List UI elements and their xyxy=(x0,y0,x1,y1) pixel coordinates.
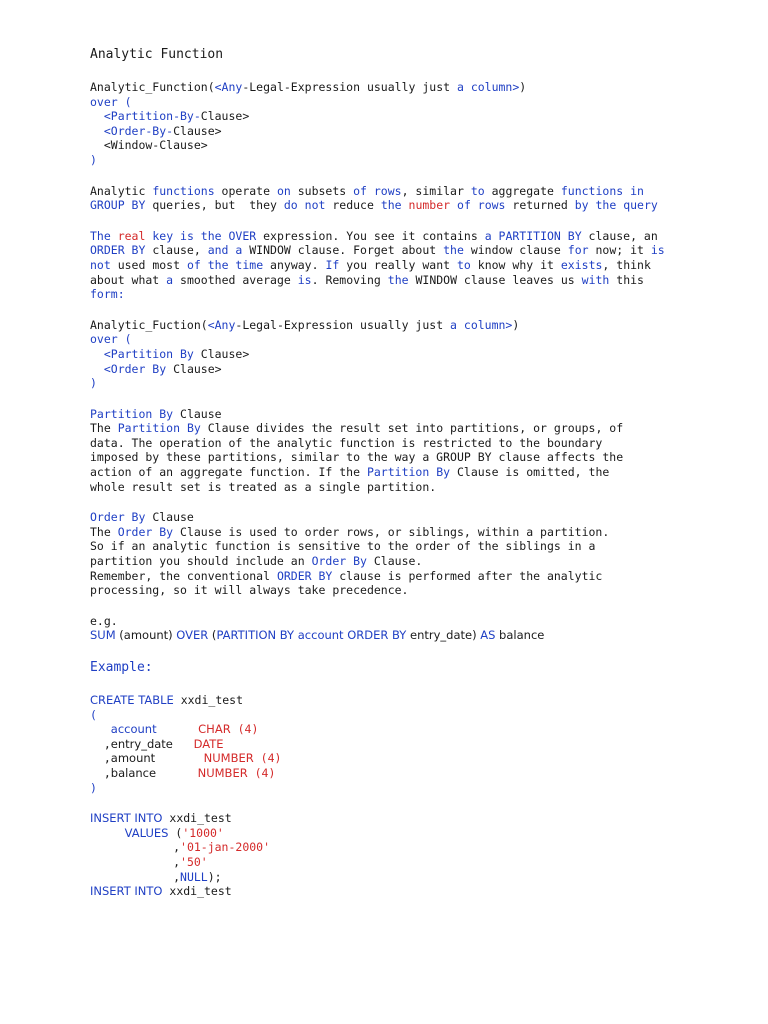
text-segment: Analytic_Function( xyxy=(90,80,215,94)
text-segment: <Window-Clause> xyxy=(90,138,208,153)
blank-line xyxy=(90,643,680,659)
text-segment: data. The operation of the analytic function is restricted to the boundary xyxy=(90,435,603,450)
text-segment: . Removing xyxy=(311,272,388,287)
text-line xyxy=(90,781,680,796)
text-segment: and a xyxy=(207,243,243,258)
text-segment: amount xyxy=(110,751,156,766)
text-segment: Clause xyxy=(173,406,222,421)
text-line xyxy=(90,332,680,347)
text-segment: NULL xyxy=(180,869,208,884)
text-line xyxy=(90,198,680,213)
text-line xyxy=(90,855,680,870)
text-segment: ORDER BY xyxy=(90,243,146,258)
text-segment: xxdi_test xyxy=(162,884,232,899)
text-segment: <Any xyxy=(214,80,243,94)
text-line xyxy=(90,614,680,629)
text-segment: Clause. xyxy=(366,554,423,569)
text-segment: INSERT INTO xyxy=(90,811,163,826)
text-line xyxy=(90,287,680,302)
text-segment: ( xyxy=(208,628,217,643)
blank-line xyxy=(90,168,680,184)
blank-line xyxy=(90,213,680,229)
text-segment: NUMBER xyxy=(203,751,254,766)
text-segment: VALUES xyxy=(124,825,169,840)
text-segment: is xyxy=(650,243,665,258)
text-segment: Remember, the conventional xyxy=(90,568,277,583)
text-segment: Order By xyxy=(90,510,146,525)
text-segment: returned xyxy=(505,198,575,213)
text-segment: queries, but they xyxy=(145,198,284,213)
text-segment: do not xyxy=(283,198,326,213)
text-line xyxy=(90,884,680,899)
text-segment: Analytic Function xyxy=(90,47,224,62)
text-segment xyxy=(402,198,409,212)
text-segment: ) xyxy=(519,80,527,94)
text-segment: ( xyxy=(90,707,97,722)
blank-line xyxy=(90,64,680,80)
text-segment: Partition By xyxy=(366,465,451,480)
text-segment: functions xyxy=(152,183,215,198)
text-segment: number xyxy=(408,198,451,213)
text-segment: with xyxy=(581,272,610,287)
text-line xyxy=(90,525,680,540)
text-segment xyxy=(90,722,111,736)
text-segment: , similar xyxy=(401,183,471,198)
text-line xyxy=(90,840,680,855)
text-segment: WINDOW clause. Forget about xyxy=(242,243,444,258)
blank-line xyxy=(90,391,680,407)
text-segment: Partition By xyxy=(117,421,201,436)
text-segment: by the query xyxy=(574,198,658,213)
text-segment: (4) xyxy=(253,751,282,766)
text-line xyxy=(90,766,680,781)
text-segment: know why it xyxy=(470,257,561,272)
blank-line xyxy=(90,795,680,811)
text-segment: <Any xyxy=(207,317,236,332)
text-segment: NUMBER xyxy=(197,765,248,780)
text-segment: SUM xyxy=(90,628,116,643)
text-segment: key is the OVER xyxy=(152,228,257,243)
text-line xyxy=(90,480,680,495)
text-line xyxy=(90,450,680,465)
text-line xyxy=(90,362,680,377)
text-segment: partition you should include an xyxy=(90,554,312,569)
text-segment: '50' xyxy=(180,854,208,869)
text-segment: exists xyxy=(560,257,603,272)
text-segment: aggregate xyxy=(484,183,561,198)
text-segment: (4) xyxy=(230,722,259,737)
text-segment: clause is performed after the analytic xyxy=(332,568,603,583)
text-segment: ) xyxy=(90,780,97,795)
text-segment: window clause xyxy=(463,243,568,258)
text-segment: over ( xyxy=(90,332,132,347)
text-segment: (amount) xyxy=(115,628,177,643)
text-segment: of rows xyxy=(353,183,402,198)
text-line xyxy=(90,421,680,436)
text-segment: the xyxy=(387,272,409,287)
text-segment: form: xyxy=(90,287,125,302)
text-line xyxy=(90,153,680,168)
text-segment: -Legal-Expression usually just xyxy=(242,80,457,94)
text-line xyxy=(90,273,680,288)
text-segment: CHAR xyxy=(198,722,231,737)
text-segment: (4) xyxy=(247,765,276,780)
text-segment: AS xyxy=(480,628,496,643)
text-segment: DATE xyxy=(193,736,224,751)
text-segment: of rows xyxy=(457,198,506,213)
text-segment: to xyxy=(470,183,485,198)
text-segment: imposed by these partitions, similar to the way a GROUP BY clause affects the xyxy=(90,450,624,465)
text-segment: '01-jan-2000' xyxy=(180,840,271,855)
text-segment: expression. You see it contains xyxy=(256,228,485,243)
blank-line xyxy=(90,677,680,693)
text-segment: real xyxy=(117,228,146,243)
text-segment: now; it xyxy=(588,243,651,258)
text-line xyxy=(90,737,680,752)
text-segment: Clause> xyxy=(193,346,250,361)
text-line xyxy=(90,510,680,525)
text-segment: entry_date xyxy=(110,736,173,751)
text-segment xyxy=(156,766,198,780)
text-segment: Clause xyxy=(145,510,194,525)
text-segment: not xyxy=(90,257,111,272)
text-segment: for xyxy=(567,243,589,258)
text-line xyxy=(90,583,680,598)
text-segment: Clause> xyxy=(173,123,222,138)
text-line xyxy=(90,229,680,244)
text-segment: <Order-By- xyxy=(90,123,174,138)
text-segment: reduce xyxy=(325,198,381,213)
text-segment: xxdi_test xyxy=(162,811,232,826)
text-segment: about what xyxy=(90,272,167,287)
text-segment xyxy=(157,722,199,736)
text-segment: OVER xyxy=(176,628,209,643)
text-segment: a PARTITION BY xyxy=(484,228,582,243)
text-segment: ); xyxy=(207,869,222,884)
text-segment: account xyxy=(110,722,157,737)
text-segment: on xyxy=(276,183,291,198)
text-segment: xxdi_test xyxy=(173,693,244,707)
text-segment: ) xyxy=(90,376,97,391)
text-line xyxy=(90,95,680,110)
text-segment: clause, an xyxy=(581,228,658,243)
text-segment: GROUP BY xyxy=(90,198,146,213)
text-line xyxy=(90,80,680,95)
text-segment: operate xyxy=(214,183,277,198)
text-segment xyxy=(155,751,203,765)
text-line xyxy=(90,124,680,139)
text-segment: Clause divides the result set into partitions, or groups, of xyxy=(200,421,624,436)
text-line xyxy=(90,708,680,723)
text-segment: , xyxy=(90,765,111,780)
text-line xyxy=(90,569,680,584)
text-segment: a column> xyxy=(450,317,513,332)
text-line xyxy=(90,751,680,766)
text-line xyxy=(90,184,680,199)
text-segment: account xyxy=(297,628,344,643)
blank-line xyxy=(90,494,680,510)
text-segment: the xyxy=(380,198,402,213)
text-segment: -Legal-Expression usually just xyxy=(235,317,451,332)
text-segment: to xyxy=(457,257,471,272)
text-segment: ( xyxy=(168,825,183,840)
text-line xyxy=(90,347,680,362)
text-segment: Order By xyxy=(117,524,174,539)
text-line xyxy=(90,436,680,451)
text-segment: over ( xyxy=(90,94,132,109)
text-line xyxy=(90,318,680,333)
text-line xyxy=(90,826,680,841)
text-segment: <Partition By xyxy=(90,346,194,361)
text-segment: , xyxy=(90,736,111,751)
text-line xyxy=(90,539,680,554)
text-line xyxy=(90,376,680,391)
text-segment: Clause> xyxy=(200,109,250,124)
text-segment: , xyxy=(90,854,181,869)
text-segment: Clause is used to order rows, or siblings, within a partition. xyxy=(173,524,610,539)
text-line xyxy=(90,465,680,480)
text-segment: , xyxy=(90,751,111,766)
text-segment: '1000' xyxy=(182,825,224,840)
text-segment: PARTITION BY xyxy=(216,628,295,643)
document-body xyxy=(90,46,680,899)
text-segment: is xyxy=(297,272,312,287)
text-segment: action of an aggregate function. If the xyxy=(90,465,367,480)
text-segment: smoothed average xyxy=(173,272,298,287)
text-segment: ) xyxy=(512,317,520,332)
text-segment: CREATE TABLE xyxy=(90,693,174,707)
text-segment: subsets xyxy=(290,183,354,198)
text-segment: a xyxy=(166,272,174,287)
example-heading xyxy=(90,659,680,677)
text-line xyxy=(90,628,680,643)
text-segment: processing, so it will always take precedence. xyxy=(90,583,409,598)
text-segment: balance xyxy=(110,765,157,780)
text-segment: e.g. xyxy=(90,613,118,628)
text-segment: If xyxy=(325,257,340,272)
text-segment: you really want xyxy=(339,257,457,272)
text-segment: of the time xyxy=(186,257,264,272)
text-segment: balance xyxy=(495,628,545,643)
text-segment: , xyxy=(90,840,181,855)
text-segment: whole result set is treated as a single partition. xyxy=(90,479,437,494)
text-segment: Partition By xyxy=(90,406,174,421)
text-line xyxy=(90,258,680,273)
text-segment: the xyxy=(443,243,464,258)
text-line xyxy=(90,722,680,737)
text-segment: , think xyxy=(602,257,651,272)
text-line xyxy=(90,407,680,422)
text-line xyxy=(90,870,680,885)
text-segment: So if an analytic function is sensitive to the order of the siblings in a xyxy=(90,539,596,554)
text-segment: INSERT INTO xyxy=(90,884,163,899)
text-segment: The xyxy=(90,421,118,436)
blank-line xyxy=(90,302,680,318)
text-line xyxy=(90,138,680,153)
text-segment: clause, xyxy=(145,243,208,258)
text-segment: <Order By xyxy=(90,361,167,376)
text-segment xyxy=(173,737,194,751)
text-segment: used most xyxy=(110,257,187,272)
text-segment: this xyxy=(609,272,644,287)
text-segment: Clause> xyxy=(166,361,222,376)
document-title xyxy=(90,46,680,64)
text-segment: The xyxy=(90,524,118,539)
text-segment: Example: xyxy=(90,660,153,675)
text-line xyxy=(90,109,680,124)
text-segment: a column> xyxy=(456,80,520,94)
text-segment: ORDER BY xyxy=(276,568,333,583)
text-segment xyxy=(450,198,457,212)
text-segment: anyway. xyxy=(263,257,326,272)
blank-line xyxy=(90,598,680,614)
text-line xyxy=(90,243,680,258)
text-segment: Clause is omitted, the xyxy=(450,465,610,480)
text-segment: entry_date) xyxy=(406,628,481,643)
text-segment: The xyxy=(90,228,118,243)
text-segment: , xyxy=(90,869,181,884)
text-segment: Analytic_Fuction( xyxy=(90,317,208,332)
text-segment: Analytic xyxy=(90,183,153,198)
text-segment: ) xyxy=(90,152,97,167)
text-segment: Order By xyxy=(311,554,367,569)
text-segment xyxy=(90,826,125,840)
text-line xyxy=(90,693,680,708)
text-segment: functions in xyxy=(560,183,644,198)
text-segment: ORDER BY xyxy=(347,628,407,643)
text-line xyxy=(90,554,680,569)
text-segment: WINDOW clause leaves us xyxy=(408,272,582,287)
text-line xyxy=(90,811,680,826)
text-segment: <Partition-By- xyxy=(90,109,201,124)
